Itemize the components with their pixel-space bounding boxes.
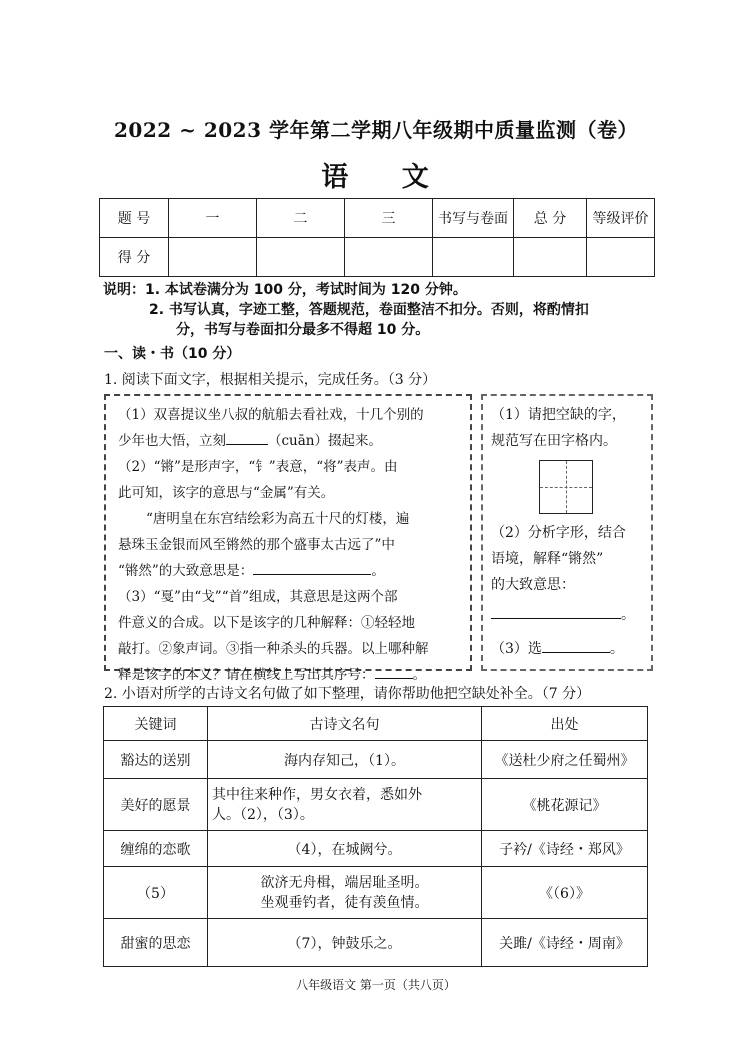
table-row [104, 741, 648, 779]
task-box [481, 394, 653, 671]
answer-blank[interactable] [375, 664, 413, 679]
passage-line: 敲打。②象声词。③指一种杀头的兵器。以上哪种解 [118, 641, 429, 657]
keyword-cell: 豁达的送别 [104, 741, 208, 779]
instruction-line: 分，书写与卷面扣分最多不得超 10 分。 [176, 322, 430, 338]
score-header-cell: 总 分 [514, 199, 587, 238]
passage-line: “唐明皇在东宫结绘彩为高五十尺的灯楼，遍 [146, 511, 410, 527]
passage-line: 悬珠玉金银而风至锵然的那个盛事太古远了”中 [118, 537, 395, 553]
source-cell: 《桃花源记》 [482, 779, 648, 831]
passage-line: （3）“戛”由“戈”“首”组成，其意思是这两个部 [118, 589, 398, 605]
poem-header-cell: 出处 [482, 707, 648, 741]
instructions [103, 280, 709, 340]
passage-line: “锵然”的大致意思是： 。 [118, 558, 462, 584]
table-row [104, 831, 648, 867]
source-cell: 《送杜少府之任蜀州》 [482, 741, 648, 779]
instruction-line: 说明：1. 本试卷满分为 100 分，考试时间为 120 分钟。 [103, 282, 467, 298]
keyword-cell: 缠绵的恋歌 [104, 831, 208, 867]
task-line: 语境，解释“锵然” [491, 551, 604, 567]
score-header-cell: 一 [169, 199, 257, 238]
score-header-cell: 书写与卷面 [433, 199, 514, 238]
answer-blank[interactable] [253, 560, 371, 575]
table-row [104, 779, 648, 831]
score-row-label: 得 分 [100, 238, 169, 277]
instruction-line: 2. 书写认真，字迹工整，答题规范，卷面整洁不扣分。否则，将酌情扣 [149, 302, 589, 318]
keyword-cell[interactable]: （5） [104, 867, 208, 919]
score-table [99, 198, 655, 277]
source-cell: 关雎/《诗经・周南》 [482, 919, 648, 967]
verse-cell[interactable]: 其中往来种作，男女衣着，悉如外 人。（2），（3）。 [208, 779, 482, 831]
poem-table [103, 706, 648, 967]
keyword-cell: 甜蜜的思恋 [104, 919, 208, 967]
score-cell [345, 238, 433, 277]
table-row [104, 867, 648, 919]
source-cell[interactable]: 《（6）》 [482, 867, 648, 919]
score-cell [514, 238, 587, 277]
answer-blank[interactable] [226, 430, 268, 445]
source-cell: 子衿/《诗经・郑风》 [482, 831, 648, 867]
task-line: 规范写在田字格内。 [491, 433, 617, 449]
passage-line: （1）双喜提议坐八叔的航船去看社戏，十几个别的 [118, 407, 424, 423]
verse-cell[interactable]: 海内存知己，（1）。 [208, 741, 482, 779]
answer-blank[interactable] [491, 604, 621, 619]
score-header-cell: 二 [257, 199, 345, 238]
task-line: （2）分析字形，结合 [491, 525, 626, 541]
passage-line: 件意义的合成。以下是该字的几种解释：①轻轻地 [118, 615, 415, 631]
verse-cell: 欲济无舟楫，端居耻圣明。 坐观垂钓者，徒有羡鱼情。 [208, 867, 482, 919]
question-1-prompt: 1. 阅读下面文字，根据相关提示，完成任务。（3 分） [104, 372, 437, 388]
poem-header-cell: 关键词 [104, 707, 208, 741]
passage-line: 释是该字的本义？请在横线上写出其序号： 。 [118, 662, 462, 688]
score-cell [257, 238, 345, 277]
reading-passage-box [104, 394, 472, 683]
verse-cell[interactable]: （4），在城阙兮。 [208, 831, 482, 867]
task-line: （1）请把空缺的字， [491, 407, 626, 423]
question-2-prompt: 2. 小语对所学的古诗文名句做了如下整理，请你帮助他把空缺处补全。（7 分） [104, 686, 591, 702]
task-line: 。 [491, 602, 643, 628]
passage-line: （2）“锵”是形声字，“钅”表意，“将”表声。由 [118, 459, 398, 475]
section-heading: 一、读・书（10 分） [104, 346, 241, 362]
keyword-cell: 美好的愿景 [104, 779, 208, 831]
verse-cell[interactable]: （7），钟鼓乐之。 [208, 919, 482, 967]
answer-blank[interactable] [542, 638, 610, 653]
passage-line: 此可知，该字的意思与“金属”有关。 [118, 485, 335, 501]
tianzige-grid[interactable] [539, 460, 593, 514]
page-footer: 八年级语文 第一页（共八页） [296, 978, 456, 992]
score-cell [587, 238, 655, 277]
score-header-cell: 题 号 [100, 199, 169, 238]
poem-header-cell: 古诗文名句 [208, 707, 482, 741]
table-row [104, 919, 648, 967]
score-cell [433, 238, 514, 277]
passage-line: 少年也大悟，立刻 （cuān）掇起来。 [118, 428, 462, 454]
task-line: 的大致意思： [491, 577, 575, 593]
score-header-cell: 等级评价 [587, 199, 655, 238]
task-line: （3）选 。 [491, 636, 643, 662]
score-cell [169, 238, 257, 277]
subject-title: 语 文 [321, 162, 451, 193]
score-header-cell: 三 [345, 199, 433, 238]
page-title: 2022 ~ 2023 学年第二学期八年级期中质量监测（卷） [114, 118, 638, 142]
